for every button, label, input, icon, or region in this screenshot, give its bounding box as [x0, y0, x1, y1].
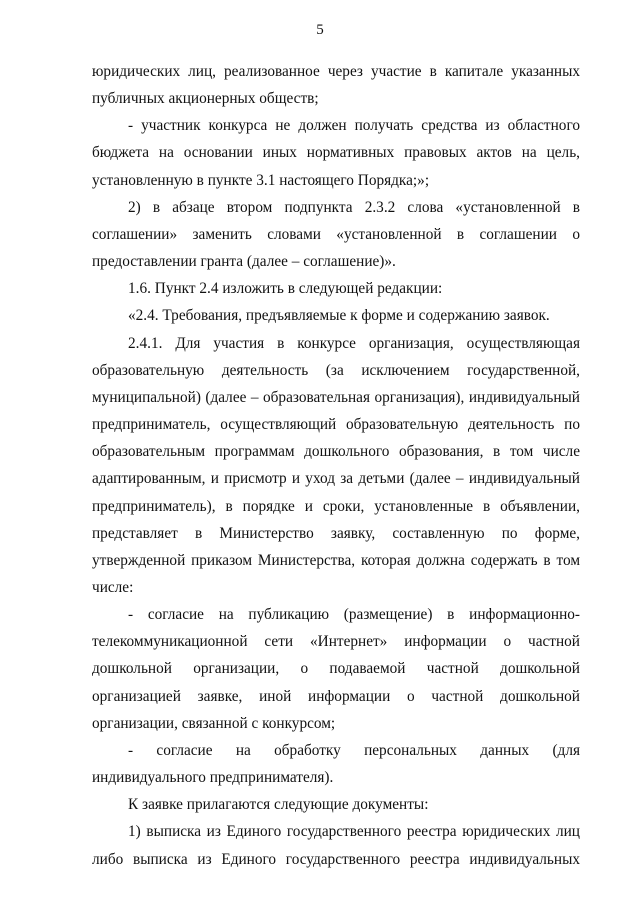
paragraph: К заявке прилагаются следующие документы:	[128, 796, 429, 814]
paragraph: 1.6. Пункт 2.4 изложить в следующей редакции:	[128, 280, 443, 298]
paragraph: 2.4.1. Для участия в конкурсе организация, осуществляющая образовательную деятельность (за исключением государственной, муниципальной) (далее – образовательная организация), индивидуальный предприниматель, осуществляющий образовательную деятельность по образовательным программам дошкольного образования, в том числе адаптированным, и присмотр и уход за детьми (далее – индивидуальный предприниматель), в порядке и сроки, установленные в объявлении, представляет в Министерство заявку, составленную по форме, утвержденной приказом Министерства, которая должна содержать в том числе:	[92, 334, 580, 596]
document-body	[92, 58, 580, 873]
paragraph: 1) выписка из Единого государственного реестра юридических лиц либо выписка из Единого государственного реестра индивидуальных	[92, 823, 580, 868]
paragraph: - участник конкурса не должен получать средства из областного бюджета на основании иных нормативных правовых актов на цель, установленную в пункте 3.1 настоящего Порядка;»;	[92, 117, 580, 189]
paragraph: юридических лиц, реализованное через участие в капитале указанных публичных акционерных обществ;	[92, 63, 580, 108]
paragraph: - согласие на обработку персональных данных (для индивидуального предпринимателя).	[92, 741, 580, 787]
paragraph: «2.4. Требования, предъявляемые к форме и содержанию заявок.	[128, 307, 550, 325]
page-number: 5	[316, 22, 324, 38]
paragraph: - согласие на публикацию (размещение) в информационно-телекоммуникационной сети «Интернет» информации о частной дошкольной организации, о подаваемой частной дошкольной организацией заявке, иной информации о частной дошкольной организации, связанной с конкурсом;	[92, 606, 580, 732]
paragraph: 2) в абзаце втором подпункта 2.3.2 слова «установленной в соглашении» заменить словами «установленной в соглашении о предоставлении гранта (далее – соглашение)».	[92, 198, 580, 271]
